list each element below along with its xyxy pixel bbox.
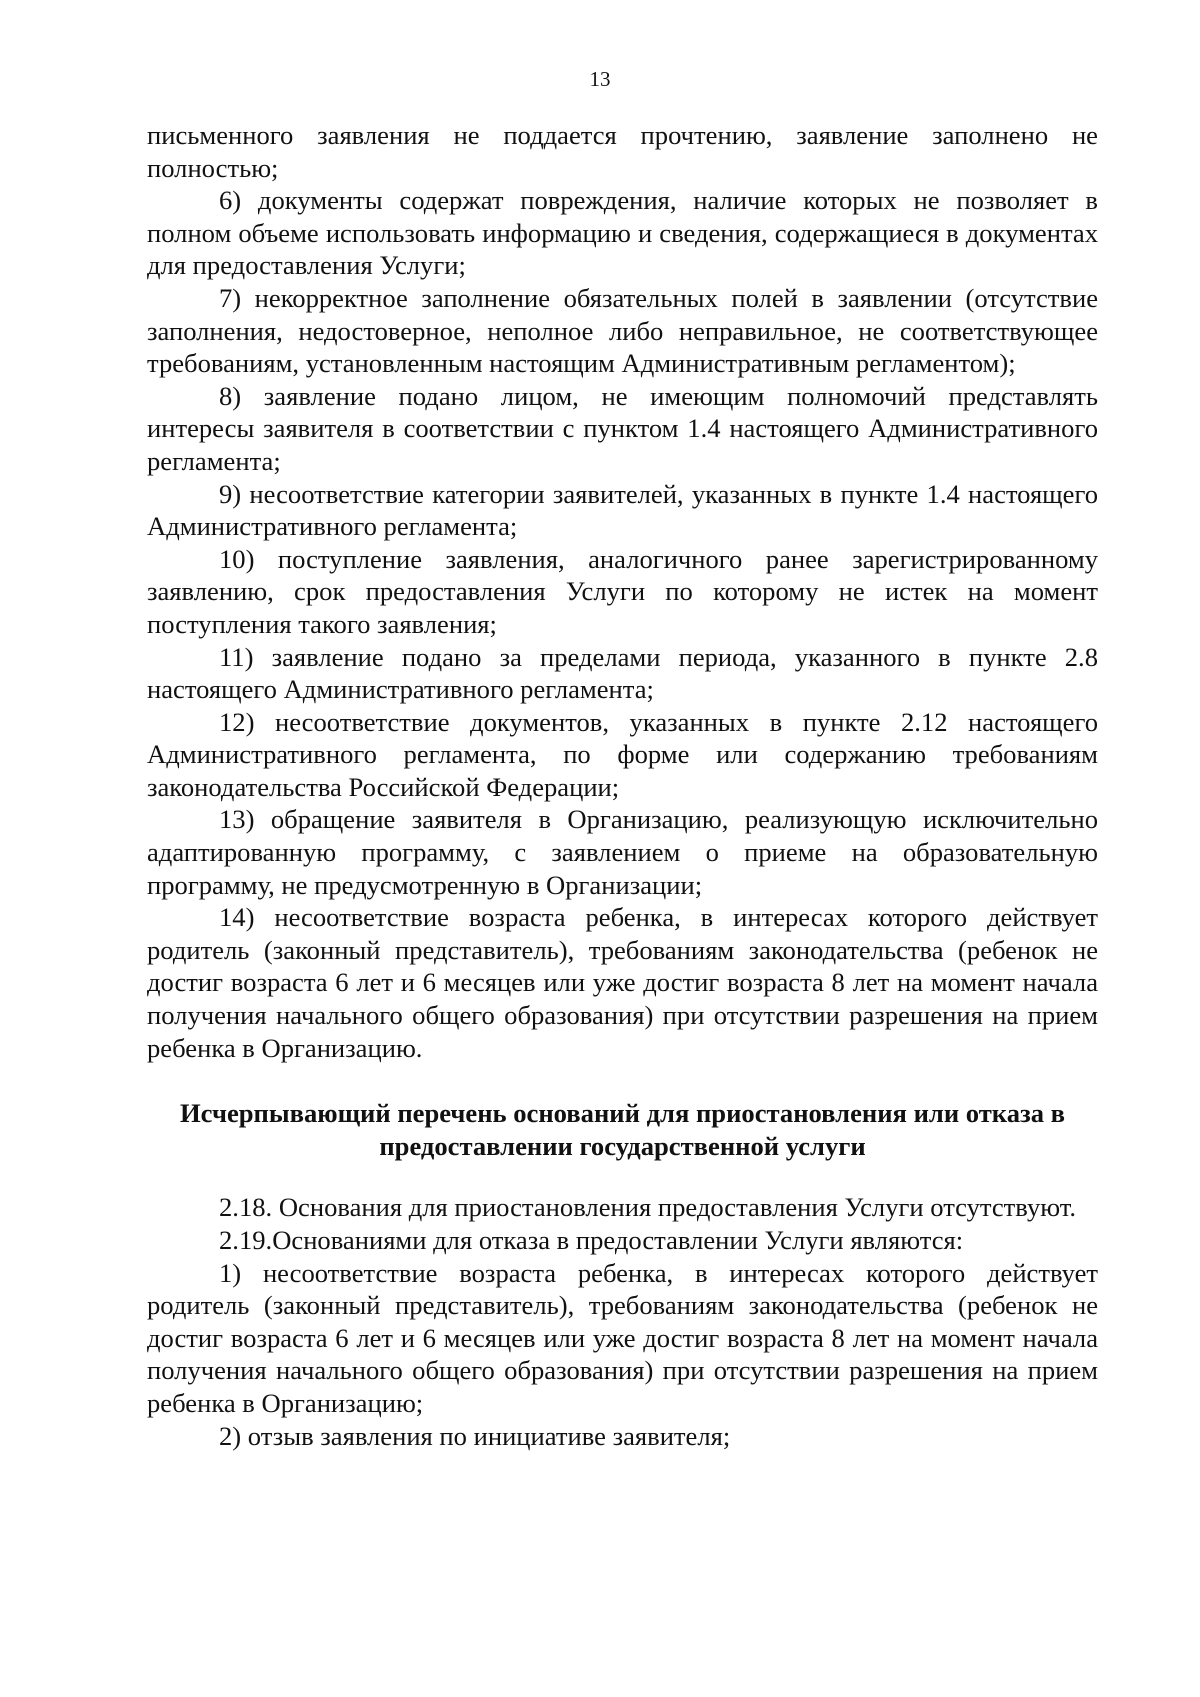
list-item-7: 7) некорректное заполнение обязательных полей в заявлении (отсутствие заполнения, недостоверное, неполное либо неправильное, не соответствующее требованиям, установленным настоящим Административным регламентом);	[147, 282, 1098, 379]
list-item-11: 11) заявление подано за пределами периода, указанного в пункте 2.8 настоящего Административного регламента;	[147, 641, 1098, 705]
clause-2-18: 2.18. Основания для приостановления предоставления Услуги отсутствуют.	[219, 1192, 1077, 1223]
refusal-item-2: 2) отзыв заявления по инициативе заявителя;	[219, 1420, 731, 1451]
paragraph-continuation: письменного заявления не поддается прочтению, заявление заполнено не полностью;	[147, 120, 1098, 183]
list-item-10: 10) поступление заявления, аналогичного ранее зарегистрированному заявлению, срок предоставления Услуги по которому не истек на момент поступления такого заявления;	[147, 543, 1098, 639]
list-item-12: 12) несоответствие документов, указанных в пункте 2.12 настоящего Административного регламента, по форме или содержанию требованиям законодательства Российской Федерации;	[147, 706, 1098, 802]
document-body	[147, 119, 1098, 1452]
list-item-9: 9) несоответствие категории заявителей, указанных в пункте 1.4 настоящего Административного регламента;	[147, 478, 1098, 542]
clause-2-19: 2.19.Основаниями для отказа в предоставлении Услуги являются:	[219, 1225, 964, 1255]
section-heading	[147, 1097, 1098, 1162]
refusal-item-1: 1) несоответствие возраста ребенка, в интересах которого действует родитель (законный представитель), требованиям законодательства (ребенок не достиг возраста 6 лет и 6 месяцев или уже достиг возраста 8 лет на момент начала получения начального общего образования) при отсутствии разрешения на прием ребенка в Организацию;	[147, 1257, 1098, 1418]
section-heading-line-2: предоставлении государственной услуги	[379, 1130, 866, 1161]
list-item-8: 8) заявление подано лицом, не имеющим полномочий представлять интересы заявителя в соответствии с пунктом 1.4 настоящего Административного регламента;	[147, 380, 1098, 476]
page-number: 13	[589, 67, 611, 91]
list-item-13: 13) обращение заявителя в Организацию, реализующую исключительно адаптированную программу, с заявлением о приеме на образовательную программу, не предусмотренную в Организации;	[147, 804, 1098, 900]
list-item-6: 6) документы содержат повреждения, наличие которых не позволяет в полном объеме использовать информацию и сведения, содержащиеся в документах для предоставления Услуги;	[147, 185, 1098, 281]
list-item-14: 14) несоответствие возраста ребенка, в интересах которого действует родитель (законный представитель), требованиям законодательства (ребенок не достиг возраста 6 лет и 6 месяцев или уже достиг возраста 8 лет на момент начала получения начального общего образования) при отсутствии разрешения на прием ребенка в Организацию.	[147, 902, 1098, 1063]
section-heading-line-1: Исчерпывающий перечень оснований для приостановления или отказа в	[179, 1098, 1066, 1129]
